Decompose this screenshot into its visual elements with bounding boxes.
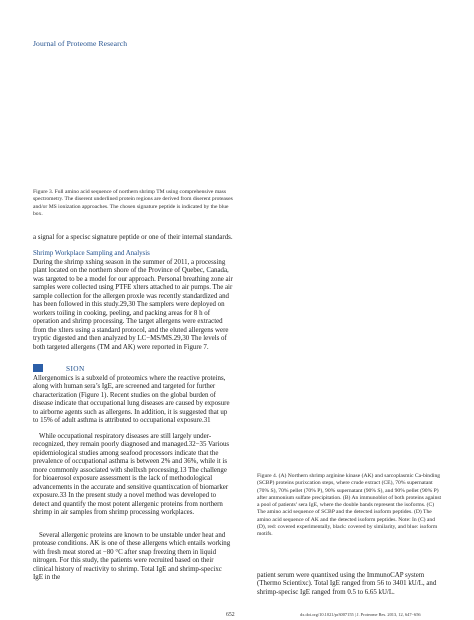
body-paragraph: patient serum were quantixed using the ImmunoCAP system (Thermo Scientixc). Total IgE ranged from 56 to 3401 kU/L, and shrimp-specisc IgE ranged from 0.5 to 6.65 kU/L. — [257, 572, 437, 596]
journal-title: Journal of Proteome Research — [33, 39, 128, 48]
figure-3-caption: Figure 3. Full amino acid sequence of northern shrimp TM using comprehensive mass spectrometry. The diserent underlined protein regions are derived from diserent proteases and/or MS ionization approaches. The chosen signature peptide is indicated by the blue box. — [33, 189, 233, 217]
section-title: SION — [66, 364, 85, 373]
body-paragraph — [33, 375, 233, 426]
body-paragraph: a signal for a specisc signature peptide or one of their internal standards. — [33, 234, 233, 241]
body-paragraph: Several allergenic proteins are known to be unstable under heat and protease conditions. AK is one of these allergens which entails working with fresh meat stored at −80 °C after snap freezing them in liquid nitrogen. For this study, the patients were recruited based on their clinical history of reactivity to shrimp. Total IgE and shrimp-specixc IgE in the — [33, 532, 231, 582]
body-paragraph: During the shrimp xshing season in the summer of 2011, a processing plant located on the northern shore of the Province of Quebec, Canada, was targeted to be a model for our approach. Personal breathing zone air samples were collected using PTFE xlters attached to air pumps. The air sample collection for the allergen proxle was recently standardized and has been followed in this study.29,30 The samplers were deployed on workers toiling in cooking, peeling, and packing areas for 8 h of operation and shrimp processing. The target allergens were extracted from the xlters using a standard protocol, and the eluted allergens were tryptic digested and then analyzed by LC−MS/MS.29,30 The levels of both targeted allergens (TM and AK) were reported in Figure 7. — [33, 259, 233, 351]
subsection-heading: Shrimp Workplace Sampling and Analysis — [33, 250, 150, 257]
doi-citation: dx.doi.org/10.1021/pr3007155 | J. Proteome Res. 2013, 12, 647−656 — [300, 612, 421, 617]
page-number: 652 — [226, 612, 235, 618]
paragraph-text: Allergenomics is a subxeld of proteomics where the reactive proteins, along with human sera’s IgE, are screened and targeted for further characterization (Figure 1). Recent studies on the global burden of disease indicate that occupational lung diseases are caused by exposure to airborne agents such as allergens. In addition, it is suggested that up to 15% of adult asthma is attributed to occupational exposure.31 — [33, 375, 230, 425]
body-paragraph: While occupational respiratory diseases are still largely under-recognized, they remain poorly diagnosed and managed.32−35 Various epidemiological studies among seafood processors indicate that the prevalence of occupational asthma is between 2% and 36%, while it is more commonly associated with shellxsh processing.13 The challenge for bioaerosol exposure assessment is the lack of methodological advancements in the accurate and sensitive quantixcation of biomarker exposure.33 In the present study a novel method was developed to detect and quantify the most potent allergenic proteins from northern shrimp in air samples from shrimp processing workplaces. — [33, 433, 230, 517]
figure-4-caption: Figure 4. (A) Northern shrimp arginine kinase (AK) and sarcoplasmic Ca-binding (SCBP) proteins purixcation steps, where crude extract (CE), 70% supernatant (70% S), 70% pellet (70% P), 90% supernatant (90% S), and 90% pellet (90% P) after ammonium sulfate precipitation. (B) An immunoblot of both proteins against a pool of patients’ sera IgE, where the double bands represent the isoforms. (C) The amino acid sequence of SCBP and the detected isoform peptides. (D) The amino acid sequence of AK and the detected isoform peptides. Note: In (C) and (D), red: covered experimentally, black: covered by similarity, and blue: isoform motifs. — [257, 473, 442, 538]
section-marker-box — [33, 364, 43, 372]
